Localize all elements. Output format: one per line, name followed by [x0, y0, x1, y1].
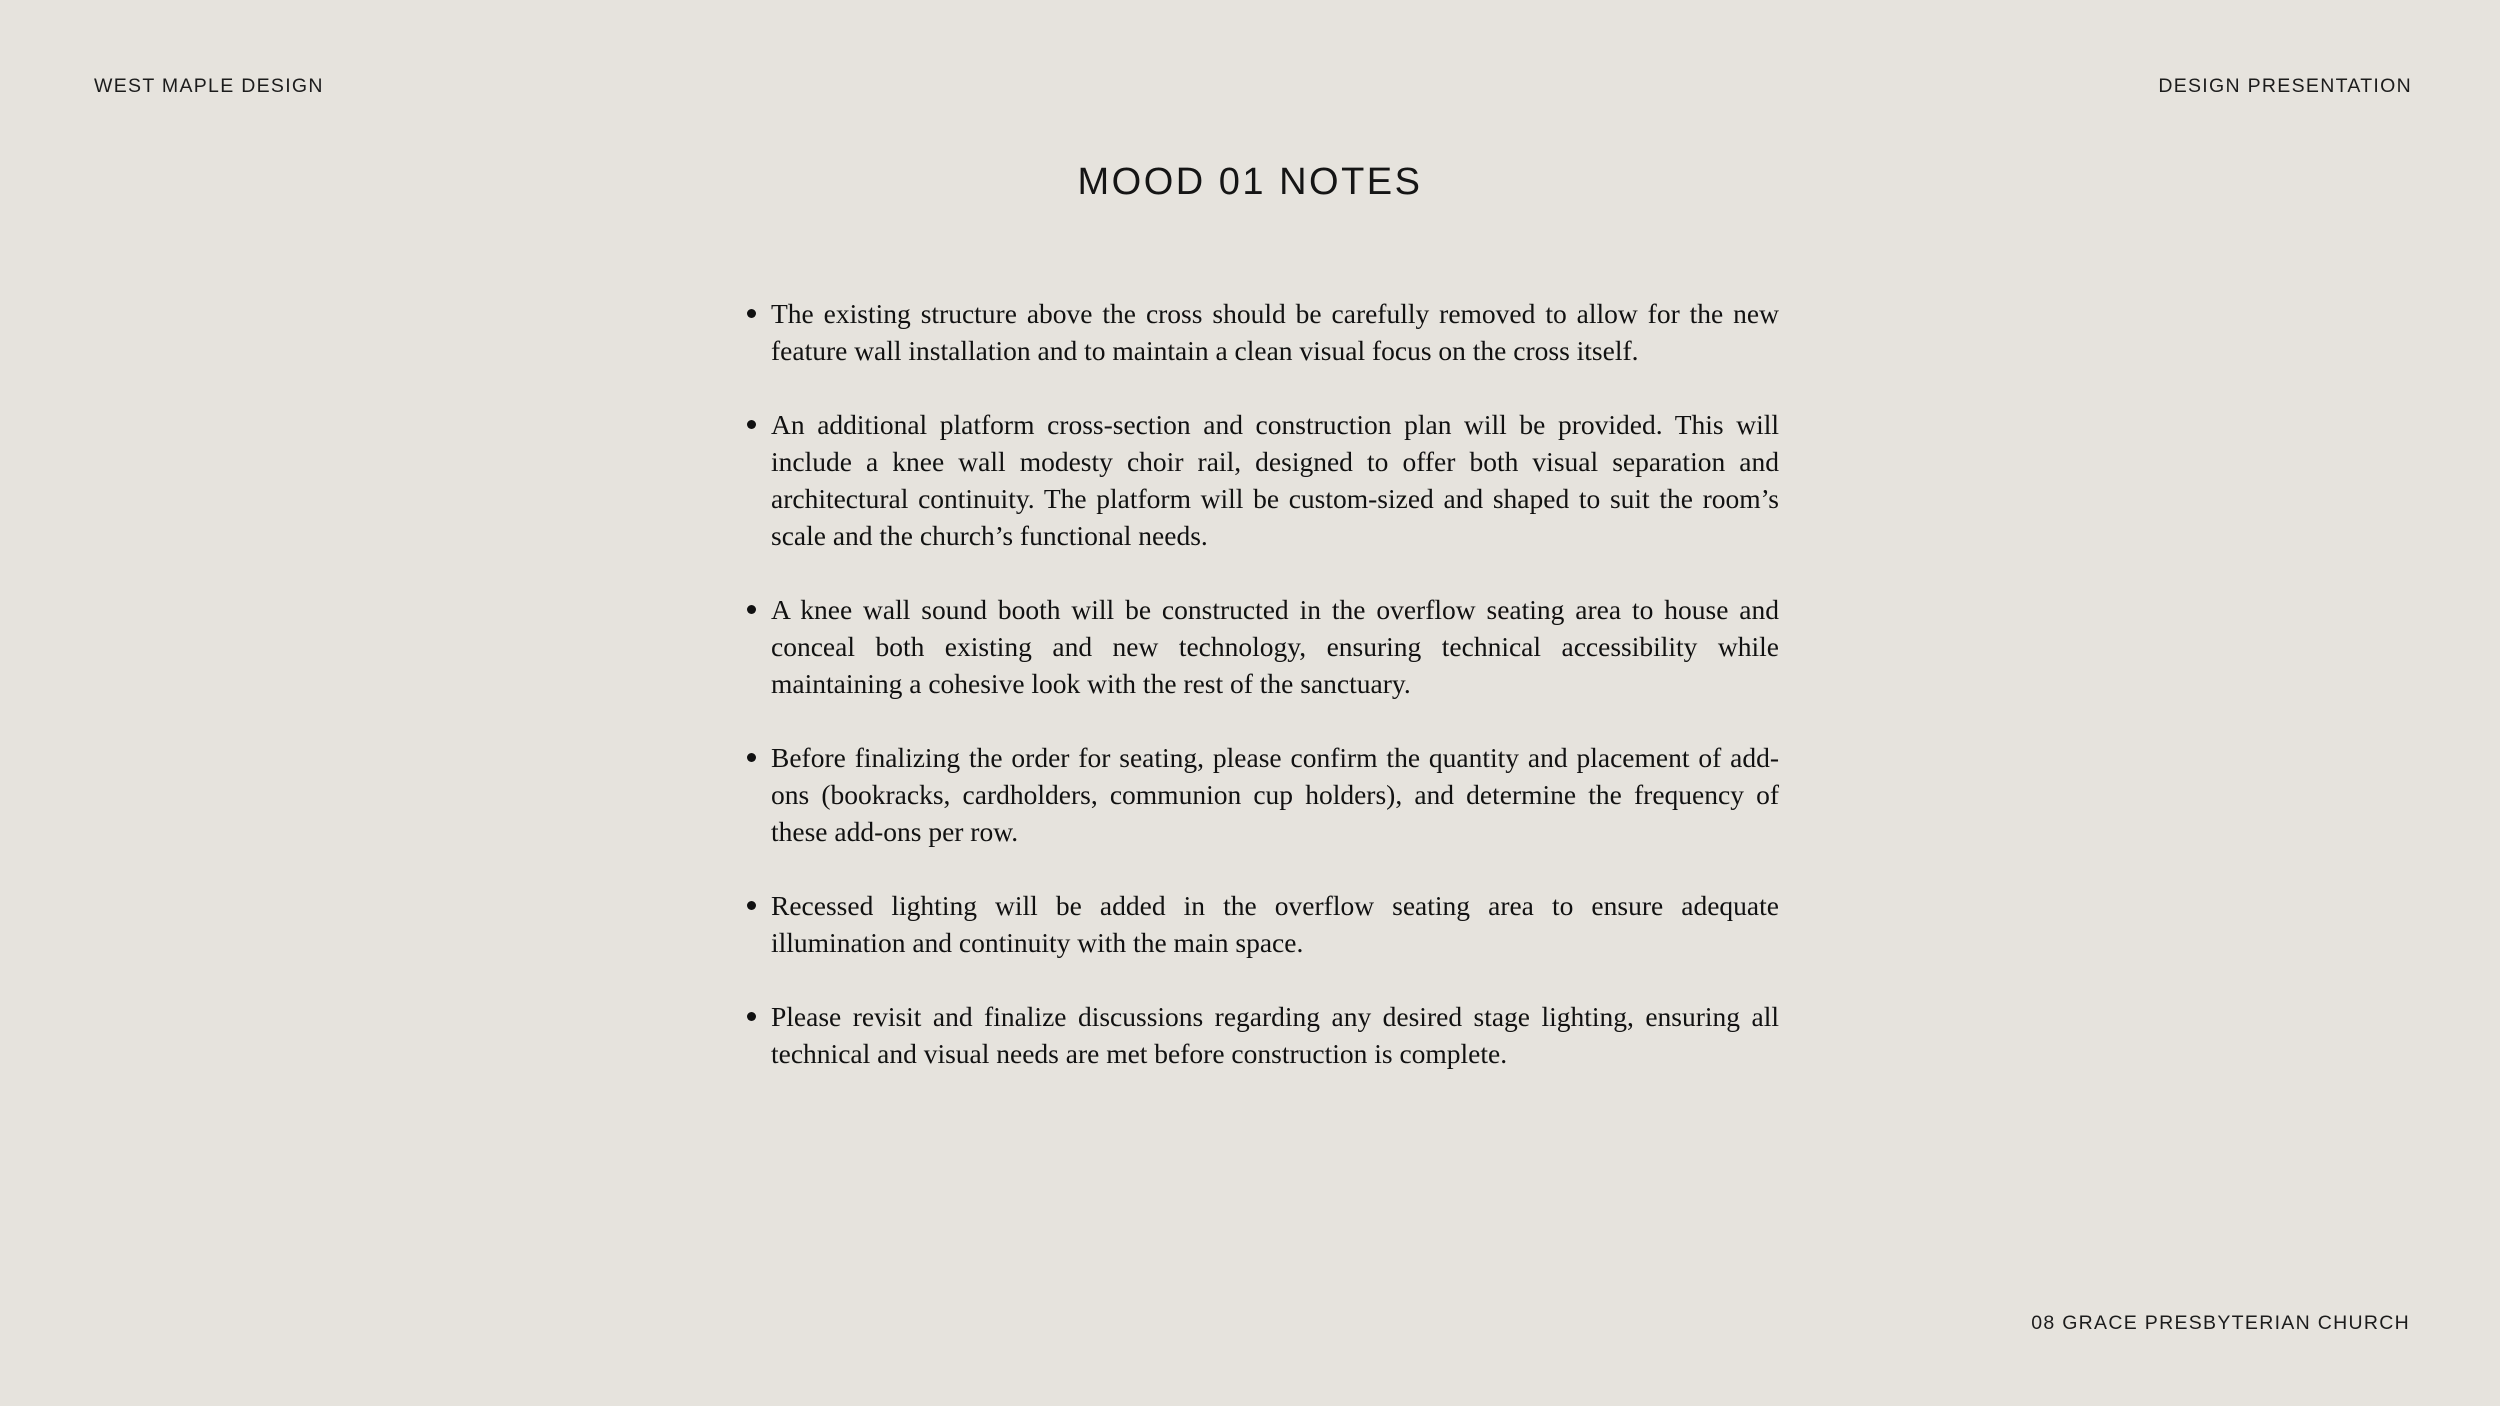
note-item [771, 295, 1779, 369]
notes-list [771, 295, 1779, 1109]
note-item [771, 739, 1779, 850]
page-footer-label: 08 GRACE PRESBYTERIAN CHURCH [2031, 1312, 2410, 1334]
note-item [771, 887, 1779, 961]
note-text: Please revisit and finalize discussions regarding any desired stage lighting, ensuring all technical and visual needs are met before construction is complete. [771, 1001, 1779, 1069]
note-text: Recessed lighting will be added in the overflow seating area to ensure adequate illumination and continuity with the main space. [771, 890, 1779, 958]
brand-name: WEST MAPLE DESIGN [94, 75, 324, 97]
bullet-icon [747, 753, 756, 762]
note-text: Before finalizing the order for seating, please confirm the quantity and placement of add-ons (bookracks, cardholders, communion cup holders), and determine the frequency of these add-ons per row. [771, 742, 1779, 847]
note-text: The existing structure above the cross should be carefully removed to allow for the new feature wall installation and to maintain a clean visual focus on the cross itself. [771, 298, 1779, 366]
bullet-icon [747, 605, 756, 614]
note-text: A knee wall sound booth will be constructed in the overflow seating area to house and conceal both existing and new technology, ensuring technical accessibility while maintaining a cohesive look with the rest of the sanctuary. [771, 594, 1779, 699]
page-title: MOOD 01 NOTES [1077, 161, 1423, 203]
bullet-icon [747, 1012, 756, 1021]
note-item [771, 591, 1779, 702]
note-text: An additional platform cross-section and construction plan will be provided. This will include a knee wall modesty choir rail, designed to offer both visual separation and architectural continuity. The platform will be custom-sized and shaped to suit the room’s scale and the church’s functional needs. [771, 409, 1779, 551]
bullet-icon [747, 420, 756, 429]
presentation-label: DESIGN PRESENTATION [2158, 75, 2412, 97]
note-item [771, 998, 1779, 1072]
note-item [771, 406, 1779, 554]
bullet-icon [747, 901, 756, 910]
bullet-icon [747, 309, 756, 318]
